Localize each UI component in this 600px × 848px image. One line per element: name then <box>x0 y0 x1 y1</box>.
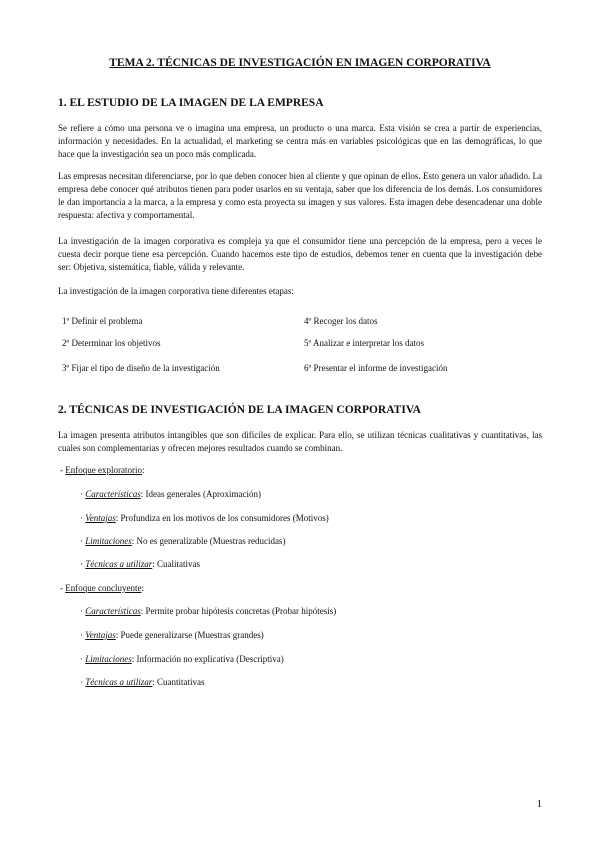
step-2: 2º Determinar los objetivos <box>62 338 161 348</box>
step-1: 1º Definir el problema <box>62 316 143 326</box>
list-item <box>80 654 284 664</box>
item-key: Limitaciones <box>85 654 132 664</box>
item-key: Limitaciones <box>85 536 132 546</box>
approach-label: Enfoque exploratorio <box>65 465 142 475</box>
approach-label: Enfoque concluyente <box>65 583 142 593</box>
list-item <box>80 559 200 569</box>
bullet-mark: · <box>80 630 83 640</box>
item-value: : Permite probar hipótesis concretas (Probar hipótesis) <box>140 606 337 616</box>
bullet-mark: · <box>80 513 83 523</box>
item-value: : Información no explicativa (Descriptiva) <box>131 654 284 664</box>
approach-dash: - <box>60 465 63 475</box>
document-title: TEMA 2. TÉCNICAS DE INVESTIGACIÓN EN IMAGEN CORPORATIVA <box>109 57 491 69</box>
approach-colon: : <box>141 465 145 475</box>
item-value: : Cualitativas <box>152 559 200 569</box>
approach-exploratory <box>60 465 145 475</box>
approach-conclusive <box>60 583 144 593</box>
bullet-mark: · <box>80 559 83 569</box>
item-key: Características <box>85 489 141 499</box>
item-value: : No es generalizable (Muestras reducidas) <box>131 536 286 546</box>
step-5: 5º Analizar e interpretar los datos <box>304 338 424 348</box>
step-6: 6º Presentar el informe de investigación <box>304 363 448 373</box>
section2-intro: La imagen presenta atributos intangibles que son difíciles de explicar. Para ello, se utilizan técnicas cualitativas y cuantitativas, las cuales son complementarias y ofrecen mejores resultados cuando se combinan. <box>58 430 542 453</box>
bullet-mark: · <box>80 489 83 499</box>
bullet-mark: · <box>80 606 83 616</box>
item-value: : Profundiza en los motivos de los consumidores (Motivos) <box>115 513 329 523</box>
list-item <box>80 606 336 616</box>
page-number: 1 <box>536 798 542 810</box>
list-item <box>80 677 205 687</box>
section2-heading: 2. TÉCNICAS DE INVESTIGACIÓN DE LA IMAGEN CORPORATIVA <box>58 404 421 416</box>
step-4: 4º Recoger los datos <box>304 316 378 326</box>
section1-paragraph-3: La investigación de la imagen corporativa es compleja ya que el consumidor tiene una percepción de la empresa, pero a veces le cuesta decir porque tiene esa percepción. Cuando hacemos este tipo de estudios, debemos tener en cuenta que la investigación debe ser: Objetiva, sistemática, fiable, válida y relevante. <box>58 236 542 272</box>
bullet-mark: · <box>80 677 83 687</box>
list-item <box>80 513 329 523</box>
list-item <box>80 630 264 640</box>
bullet-mark: · <box>80 536 83 546</box>
list-item <box>80 489 261 499</box>
item-key: Ventajas <box>85 513 116 523</box>
approach-dash: - <box>60 583 63 593</box>
item-value: : Puede generalizarse (Muestras grandes) <box>115 630 264 640</box>
approach-colon: : <box>141 583 144 593</box>
item-key: Técnicas a utilizar <box>85 559 153 569</box>
item-value: : Ideas generales (Aproximación) <box>140 489 261 499</box>
section1-heading: 1. EL ESTUDIO DE LA IMAGEN DE LA EMPRESA <box>58 97 324 109</box>
item-key: Ventajas <box>85 630 116 640</box>
step-3: 3º Fijar el tipo de diseño de la investigación <box>62 363 220 373</box>
section1-paragraph-4: La investigación de la imagen corporativa tiene diferentes etapas: <box>58 286 294 296</box>
list-item <box>80 536 285 546</box>
item-key: Características <box>85 606 141 616</box>
section1-paragraph-2: Las empresas necesitan diferenciarse, por lo que deben conocer bien al cliente y que opinan de ellos. Esto genera un valor añadido. La empresa debe conocer qué atributos tienen para poder usarlos en su ventaja, saber que los diferencia de los demás. Los consumidores le dan importancia a la marca, a la empresa y como esta proyecta su imagen y sus valores. Esta imagen debe desencadenar una doble respuesta: afectiva y comportamental. <box>58 171 542 220</box>
item-key: Técnicas a utilizar <box>85 677 153 687</box>
item-value: : Cuantitativas <box>152 677 205 687</box>
section1-paragraph-1: Se refiere a cómo una persona ve o imagina una empresa, un producto o una marca. Esta visión se crea a partir de experiencias, información y necesidades. En la actualidad, el marketing se centra más en variables psicológicas que en las demográficas, lo que hace que la investigación sea un poco más complicada. <box>58 123 542 159</box>
bullet-mark: · <box>80 654 83 664</box>
